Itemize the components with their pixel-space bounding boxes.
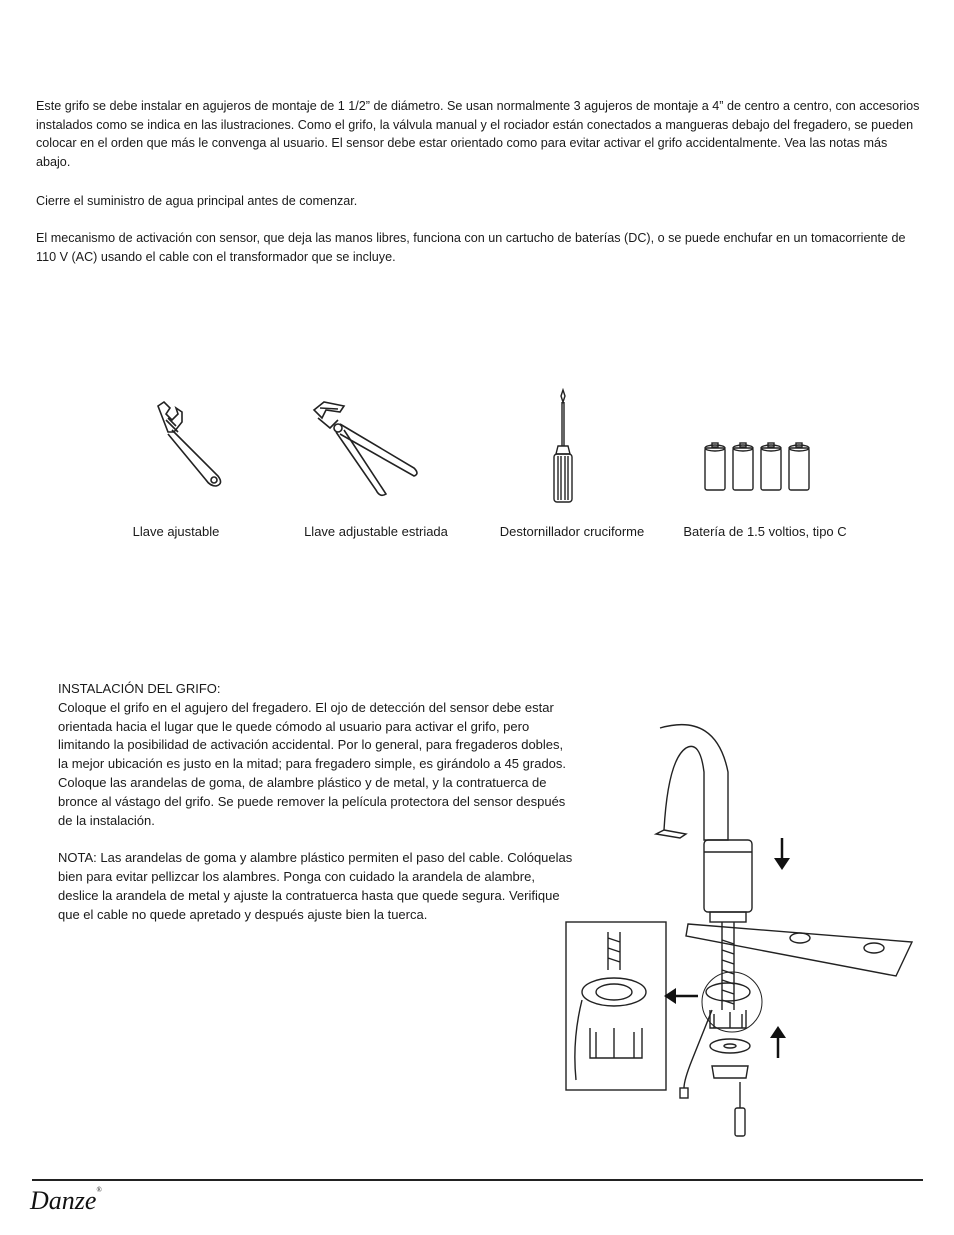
threaded-shank	[722, 922, 734, 1010]
intro-paragraph-water-supply: Cierre el suministro de agua principal antes de comenzar.	[36, 194, 358, 208]
deck-plate	[686, 924, 912, 976]
installation-section	[58, 680, 573, 924]
footer-rule	[32, 1179, 923, 1181]
intro-paragraph-mounting: Este grifo se debe instalar en agujeros de montaje de 1 1/2” de diámetro. Se usan normalmente 3 agujeros de montaje a 4” de centro a centro, con accesorios instalados como se indica en las ilustraciones. Como el grifo, la válvula manual y el rociador están conectados a mangueras debajo del fregadero, se pueden colocar en el orden que más le convenga al usuario. El sensor debe estar orientado como para evitar activar el grifo accidentalmente. Vea las notas más abajo.	[36, 99, 920, 169]
phillips-screwdriver-icon	[548, 388, 578, 508]
faucet-spout	[660, 725, 728, 840]
intro-paragraph-sensor-power: El mecanismo de activación con sensor, que deja las manos libres, funciona con un cartucho de baterías (DC), o se puede enchufar en un tomacorriente de 110 V (AC) usando el cable con el transformador que se incluye.	[36, 231, 906, 264]
installation-note: NOTA: Las arandelas de goma y alambre plástico permiten el paso del cable. Colóquelas bien para evitar pellizcar los alambres. Ponga con cuidado la arandela de alambre, deslice la arandela de metal y ajuste la contratuerca hasta que quede segura. Verifique que el cable no quede apretado y después ajuste bien la tuerca.	[58, 850, 573, 922]
brand-logo	[30, 1186, 102, 1216]
groove-joint-pliers-icon	[310, 400, 422, 500]
brand-name: Danze	[30, 1186, 97, 1215]
registered-mark: ®	[96, 1186, 102, 1194]
tool-label-adjustable-wrench: Llave ajustable	[132, 524, 220, 539]
installation-body: Coloque el grifo en el agujero del fregadero. El ojo de detección del sensor debe estar orientada hacia el lugar que le quede cómodo al usuario para activar el grifo, pero limitando la posibilidad de activación accidental. Por lo general, para fregaderos dobles, la mejor ubicación es justo en la mitad; para fregadero simple, es girándolo a 45 grados. Coloque las arandelas de goma, de alambre plástico y de metal, y la contratuerca de bronce al vástago del grifo. Se puede remover la película protectora del sensor después de la instalación.	[58, 699, 567, 828]
c-batteries-icon	[702, 440, 814, 494]
faucet-body	[704, 840, 752, 912]
faucet-installation-diagram	[560, 710, 920, 1145]
adjustable-wrench-icon	[148, 398, 228, 490]
tool-label-screwdriver: Destornillador cruciforme	[499, 524, 645, 539]
installation-heading: INSTALACIÓN DEL GRIFO:	[58, 681, 221, 696]
tool-label-batteries: Batería de 1.5 voltios, tipo C	[683, 524, 847, 539]
sensor-cable	[684, 1010, 712, 1088]
tool-label-groove-pliers: Llave adjustable estriada	[304, 524, 448, 539]
